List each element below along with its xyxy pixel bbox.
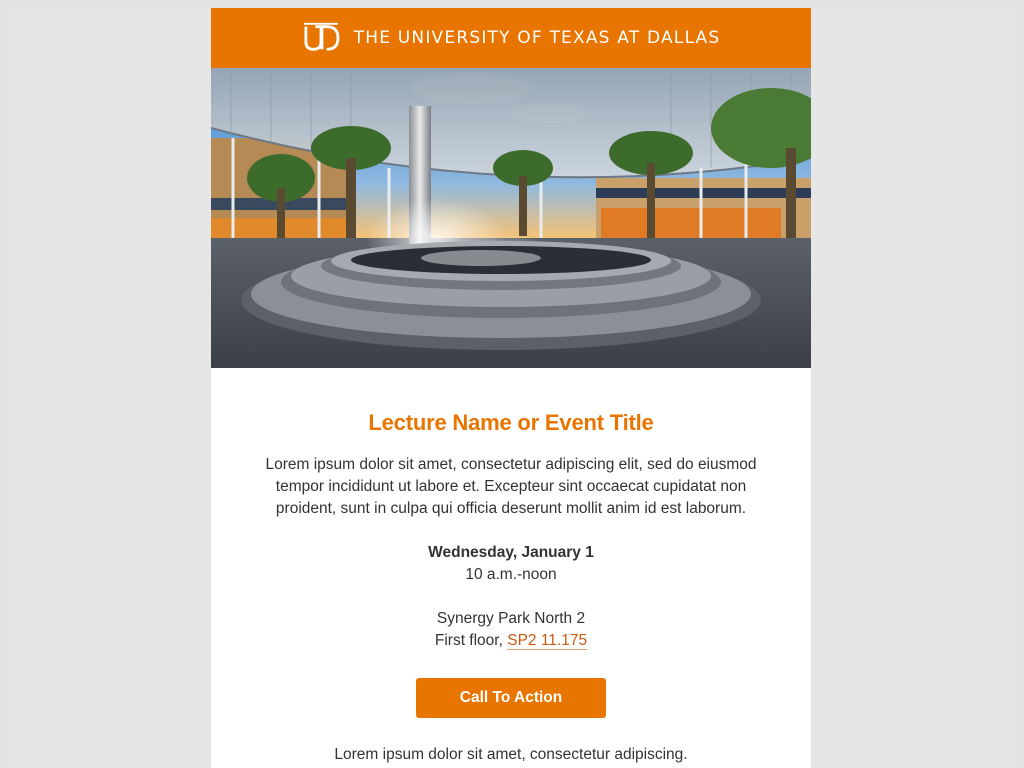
event-content bbox=[211, 368, 811, 766]
event-title: Lecture Name or Event Title bbox=[368, 410, 654, 435]
event-time: 10 a.m.-noon bbox=[465, 566, 557, 583]
university-name: THE UNIVERSITY OF TEXAS AT DALLAS bbox=[353, 28, 721, 48]
spacer bbox=[255, 586, 767, 608]
event-description: Lorem ipsum dolor sit amet, consectetur adipiscing elit, sed do eiusmod tempor incididunt ut labore et. Excepteur sint occaecat cupidatat non proident, sunt in culpa qui officia deserunt mollit anim id est laborum. bbox=[265, 456, 757, 517]
utd-monogram-icon bbox=[302, 21, 340, 55]
call-to-action-button[interactable]: Call To Action bbox=[416, 678, 606, 718]
email-header bbox=[211, 8, 811, 68]
floor-prefix: First floor, bbox=[434, 632, 508, 649]
room-link[interactable]: SP2 11.175 bbox=[507, 632, 588, 649]
event-floor bbox=[255, 630, 767, 652]
email-body bbox=[211, 8, 811, 768]
event-date: Wednesday, January 1 bbox=[428, 544, 594, 561]
footer-text: Lorem ipsum dolor sit amet, consectetur adipiscing. bbox=[334, 746, 688, 763]
event-location: Synergy Park North 2 bbox=[436, 610, 586, 627]
campus-fountain-photo bbox=[211, 68, 811, 368]
